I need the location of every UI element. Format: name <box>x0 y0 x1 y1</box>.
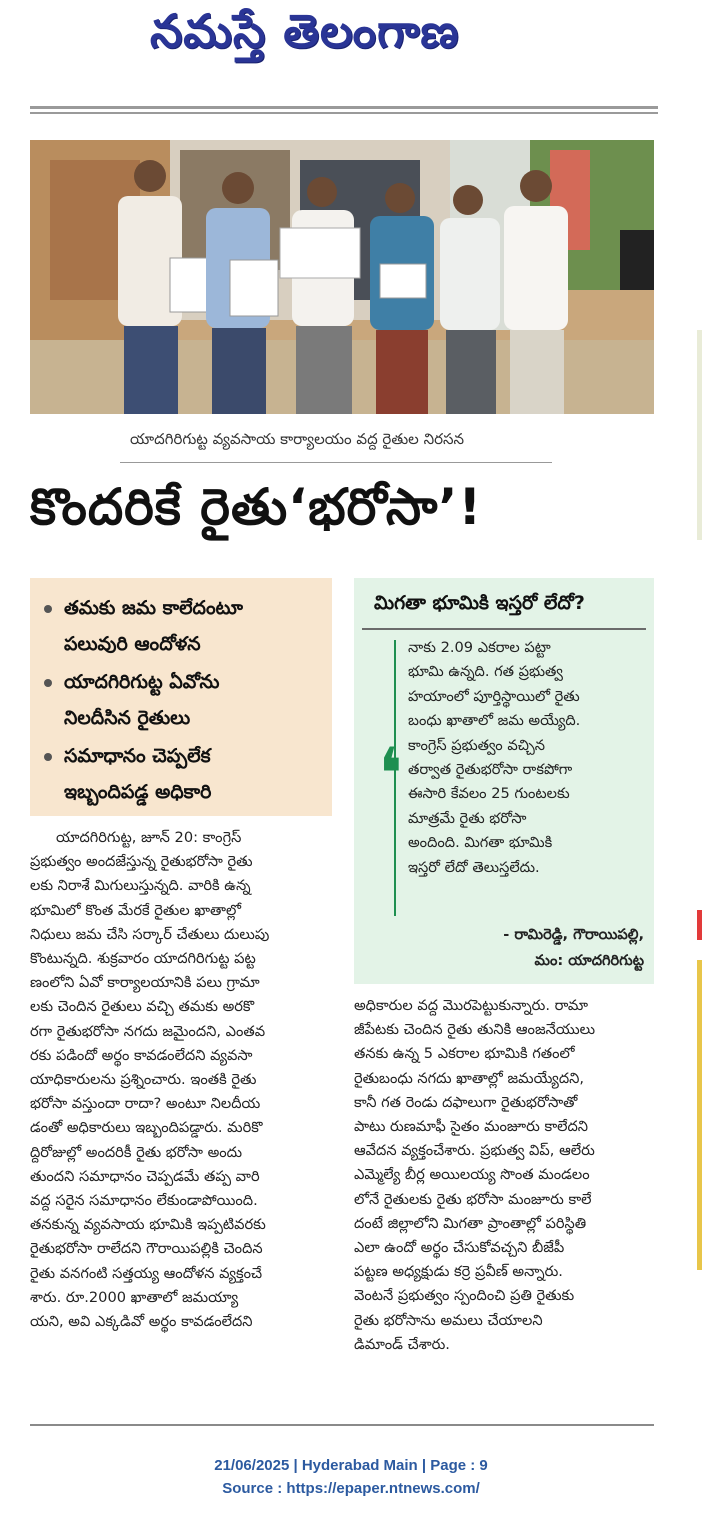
quote-line: తర్వాత రైతుభరోసా రాకపోగా <box>408 761 573 779</box>
article-left-column <box>30 826 332 1334</box>
article-line: లకు చెందిన రైతులు వచ్చి తమకు అరకొ <box>30 998 255 1016</box>
article-line: ప్రభుత్వం అందజేస్తున్న రైతుభరోసా రైతు <box>30 853 253 871</box>
news-photo <box>30 140 654 414</box>
article-line: రైతు భరోసాను అమలు చేయాలని <box>354 1311 543 1329</box>
masthead-divider-bottom <box>30 112 658 114</box>
quote-line: కాంగ్రెస్ ప్రభుత్వం వచ్చిన <box>408 736 545 754</box>
photo-caption: యాదగిరిగుట్ట వ్యవసాయ కార్యాలయం వద్ద రైతుల నిరసన <box>130 430 465 448</box>
edge-strip <box>697 960 702 1270</box>
bullet-icon <box>44 753 52 761</box>
article-line: రైతుబంధు నగదు ఖాతాల్లో జమయ్యేదని, <box>354 1069 585 1087</box>
highlight-item-cont <box>46 774 326 810</box>
quote-line: అందింది. మిగతా భూమికి <box>408 834 553 852</box>
attribution-line: మం: యాదగిరిగుట్ట <box>534 952 644 969</box>
farmers-protest-photo <box>30 140 654 414</box>
quote-line: ఇస్తరో లేదో తెలుస్తలేదు. <box>408 858 540 876</box>
article-line: అధికారుల వద్ద మొరపెట్టుకున్నారు. రామా <box>354 997 588 1014</box>
highlight-line: తమకు జమ కాలేదంటూ <box>64 597 243 619</box>
headline: కొందరికే రైతు‘భరోసా’! <box>30 478 483 536</box>
article-line: డంతో అధికారులు ఇబ్బందిపడ్డారు. మరికొ <box>30 1119 263 1137</box>
article-line: భరోసా వస్తుందా రాదా? అంటూ నిలదీయ <box>30 1095 261 1113</box>
quote-box <box>354 578 654 984</box>
highlight-item <box>46 738 326 774</box>
quote-line: హయాంలో పూర్తిస్థాయిలో రైతు <box>408 687 580 705</box>
masthead-divider-top <box>30 106 658 109</box>
highlight-item <box>46 590 326 626</box>
bullet-icon <box>44 679 52 687</box>
article-line: దంటే జిల్లాలోని మిగతా ప్రాంతాల్లో పరిస్థితి <box>354 1214 587 1232</box>
person-6 <box>504 170 568 414</box>
quote-line: ఈసారి కేవలం 25 గుంటలకు <box>408 785 570 803</box>
article-line: రకు పడిందో అర్థం కావడంలేదని వ్యవసా <box>30 1046 253 1064</box>
article-line: యాదగిరిగుట్ట, జూన్ 20: కాంగ్రెస్ <box>56 829 242 846</box>
highlight-line: సమాధానం చెప్పలేక <box>64 745 211 767</box>
article-line: జీపేటకు చెందిన రైతు తునికి ఆంజనేయులు <box>354 1021 596 1039</box>
quote-title-divider <box>362 628 646 630</box>
article-line: రైతుభరోసా రాలేదని గౌరాయిపల్లికి చెందిన <box>30 1240 263 1258</box>
article-line: ణంలోని ఏవో కార్యాలయానికి పలు గ్రామా <box>30 974 260 992</box>
article-line: వెంటనే ప్రభుత్వం స్పందించి ప్రతి రైతుకు <box>354 1287 575 1305</box>
article-line: తుందని సమాధానం చెప్పడమే తప్ప వారి <box>30 1167 260 1185</box>
masthead <box>0 0 702 100</box>
quote-line: బంధు ఖాతాలో జమ అయ్యేది. <box>408 712 581 730</box>
footer-divider <box>30 1424 654 1426</box>
article-line: తనకున్న వ్యవసాయ భూమికి ఇప్పటివరకు <box>30 1216 266 1234</box>
highlight-item <box>46 664 326 700</box>
newspaper-logo: నమస్తే తెలంగాణ <box>150 4 460 58</box>
article-line: నిధులు జమ చేసి సర్కార్ చేతులు దులుపు <box>30 925 270 943</box>
article-line: ఎమ్మెల్యే బీర్ల అయిలయ్య సొంత మండలం <box>354 1166 590 1184</box>
quote-attribution <box>434 922 644 974</box>
footer-source-link[interactable]: Source : https://epaper.ntnews.com/ <box>222 1480 480 1497</box>
article-line: డిమాండ్ చేశారు. <box>354 1335 450 1353</box>
edge-strip <box>697 910 702 940</box>
article-line: కానీ గత రెండు దఫాలుగా రైతుభరోసాతో <box>354 1093 578 1111</box>
article-line: భూమిలో కొంత మేరకే రైతుల ఖాతాల్లో <box>30 901 242 919</box>
article-line: పట్టణ అధ్యక్షుడు కర్రె ప్రవీణ్ అన్నారు. <box>354 1263 563 1281</box>
quote-line: మాత్రమే రైతు భరోసా <box>408 809 527 827</box>
bullet-icon <box>44 605 52 613</box>
article-line: పాటు రుణమాఫీ సైతం మంజూరు కాలేదని <box>354 1118 588 1136</box>
article-line: తనకు ఉన్న 5 ఎకరాల భూమికి గతంలో <box>354 1045 575 1063</box>
article-line: లోనే రైతులకు రైతు భరోసా మంజూరు కాలే <box>354 1190 592 1208</box>
highlight-line: పలువురి ఆందోళన <box>64 633 201 655</box>
highlight-line: నిలదీసిన రైతులు <box>64 707 191 729</box>
article-right-column <box>354 994 654 1357</box>
article-line: లకు నిరాశే మిగులుస్తున్నది. వారికి ఉన్న <box>30 877 251 895</box>
quote-mark-icon: ❛ <box>378 732 403 816</box>
highlights-box <box>30 578 332 816</box>
highlight-item-cont <box>46 626 326 662</box>
edge-strip <box>697 330 702 540</box>
article-line: యాధికారులను ప్రశ్నించారు. ఇంతకి రైతు <box>30 1071 257 1089</box>
quote-line: నాకు 2.09 ఎకరాల పట్టా <box>408 639 551 656</box>
article-line: కొంటున్నది. శుక్రవారం యాదగిరిగుట్ట పట్ట <box>30 950 256 968</box>
highlight-line: ఇబ్బందిపడ్డ అధికారి <box>64 781 212 803</box>
caption-divider <box>120 462 552 463</box>
attribution-line: - రామిరెడ్డి, గౌరాయిపల్లి, <box>503 926 644 943</box>
article-line: రైతు వనగంటి సత్తయ్య ఆందోళన వ్యక్తంచే <box>30 1264 263 1282</box>
article-line: వద్ద సరైన సమాధానం లేకుండాపోయింది. <box>30 1192 258 1210</box>
highlight-line: యాదగిరిగుట్ట ఏవోను <box>64 671 220 693</box>
article-line: రగా రైతుభరోసా నగదు జమైందని, ఎంతవ <box>30 1022 266 1040</box>
article-line: శారు. రూ.2000 ఖాతాలో జమయ్యా <box>30 1288 239 1306</box>
highlight-item-cont <box>46 700 326 736</box>
article-line: ఆవేదన వ్యక్తంచేశారు. ప్రభుత్వ విప్, ఆలేరు <box>354 1142 595 1160</box>
person-5 <box>440 185 500 414</box>
quote-line: భూమి ఉన్నది. గత ప్రభుత్వ <box>408 663 563 681</box>
article-line: ద్దిరోజుల్లో అందరికీ రైతు భరోసా అందు <box>30 1143 242 1161</box>
article-line: ఎలా ఉందో అర్థం చేసుకోవచ్చని బీజేపీ <box>354 1239 565 1257</box>
quote-title: మిగతా భూమికి ఇస్తరో లేదో? <box>374 592 585 614</box>
article-line: యని, అవి ఎక్కడివో అర్థం కావడంలేదని <box>30 1313 253 1331</box>
person-4 <box>370 183 434 414</box>
quote-text <box>408 636 644 880</box>
footer-date-line: 21/06/2025 | Hyderabad Main | Page : 9 <box>214 1457 488 1474</box>
